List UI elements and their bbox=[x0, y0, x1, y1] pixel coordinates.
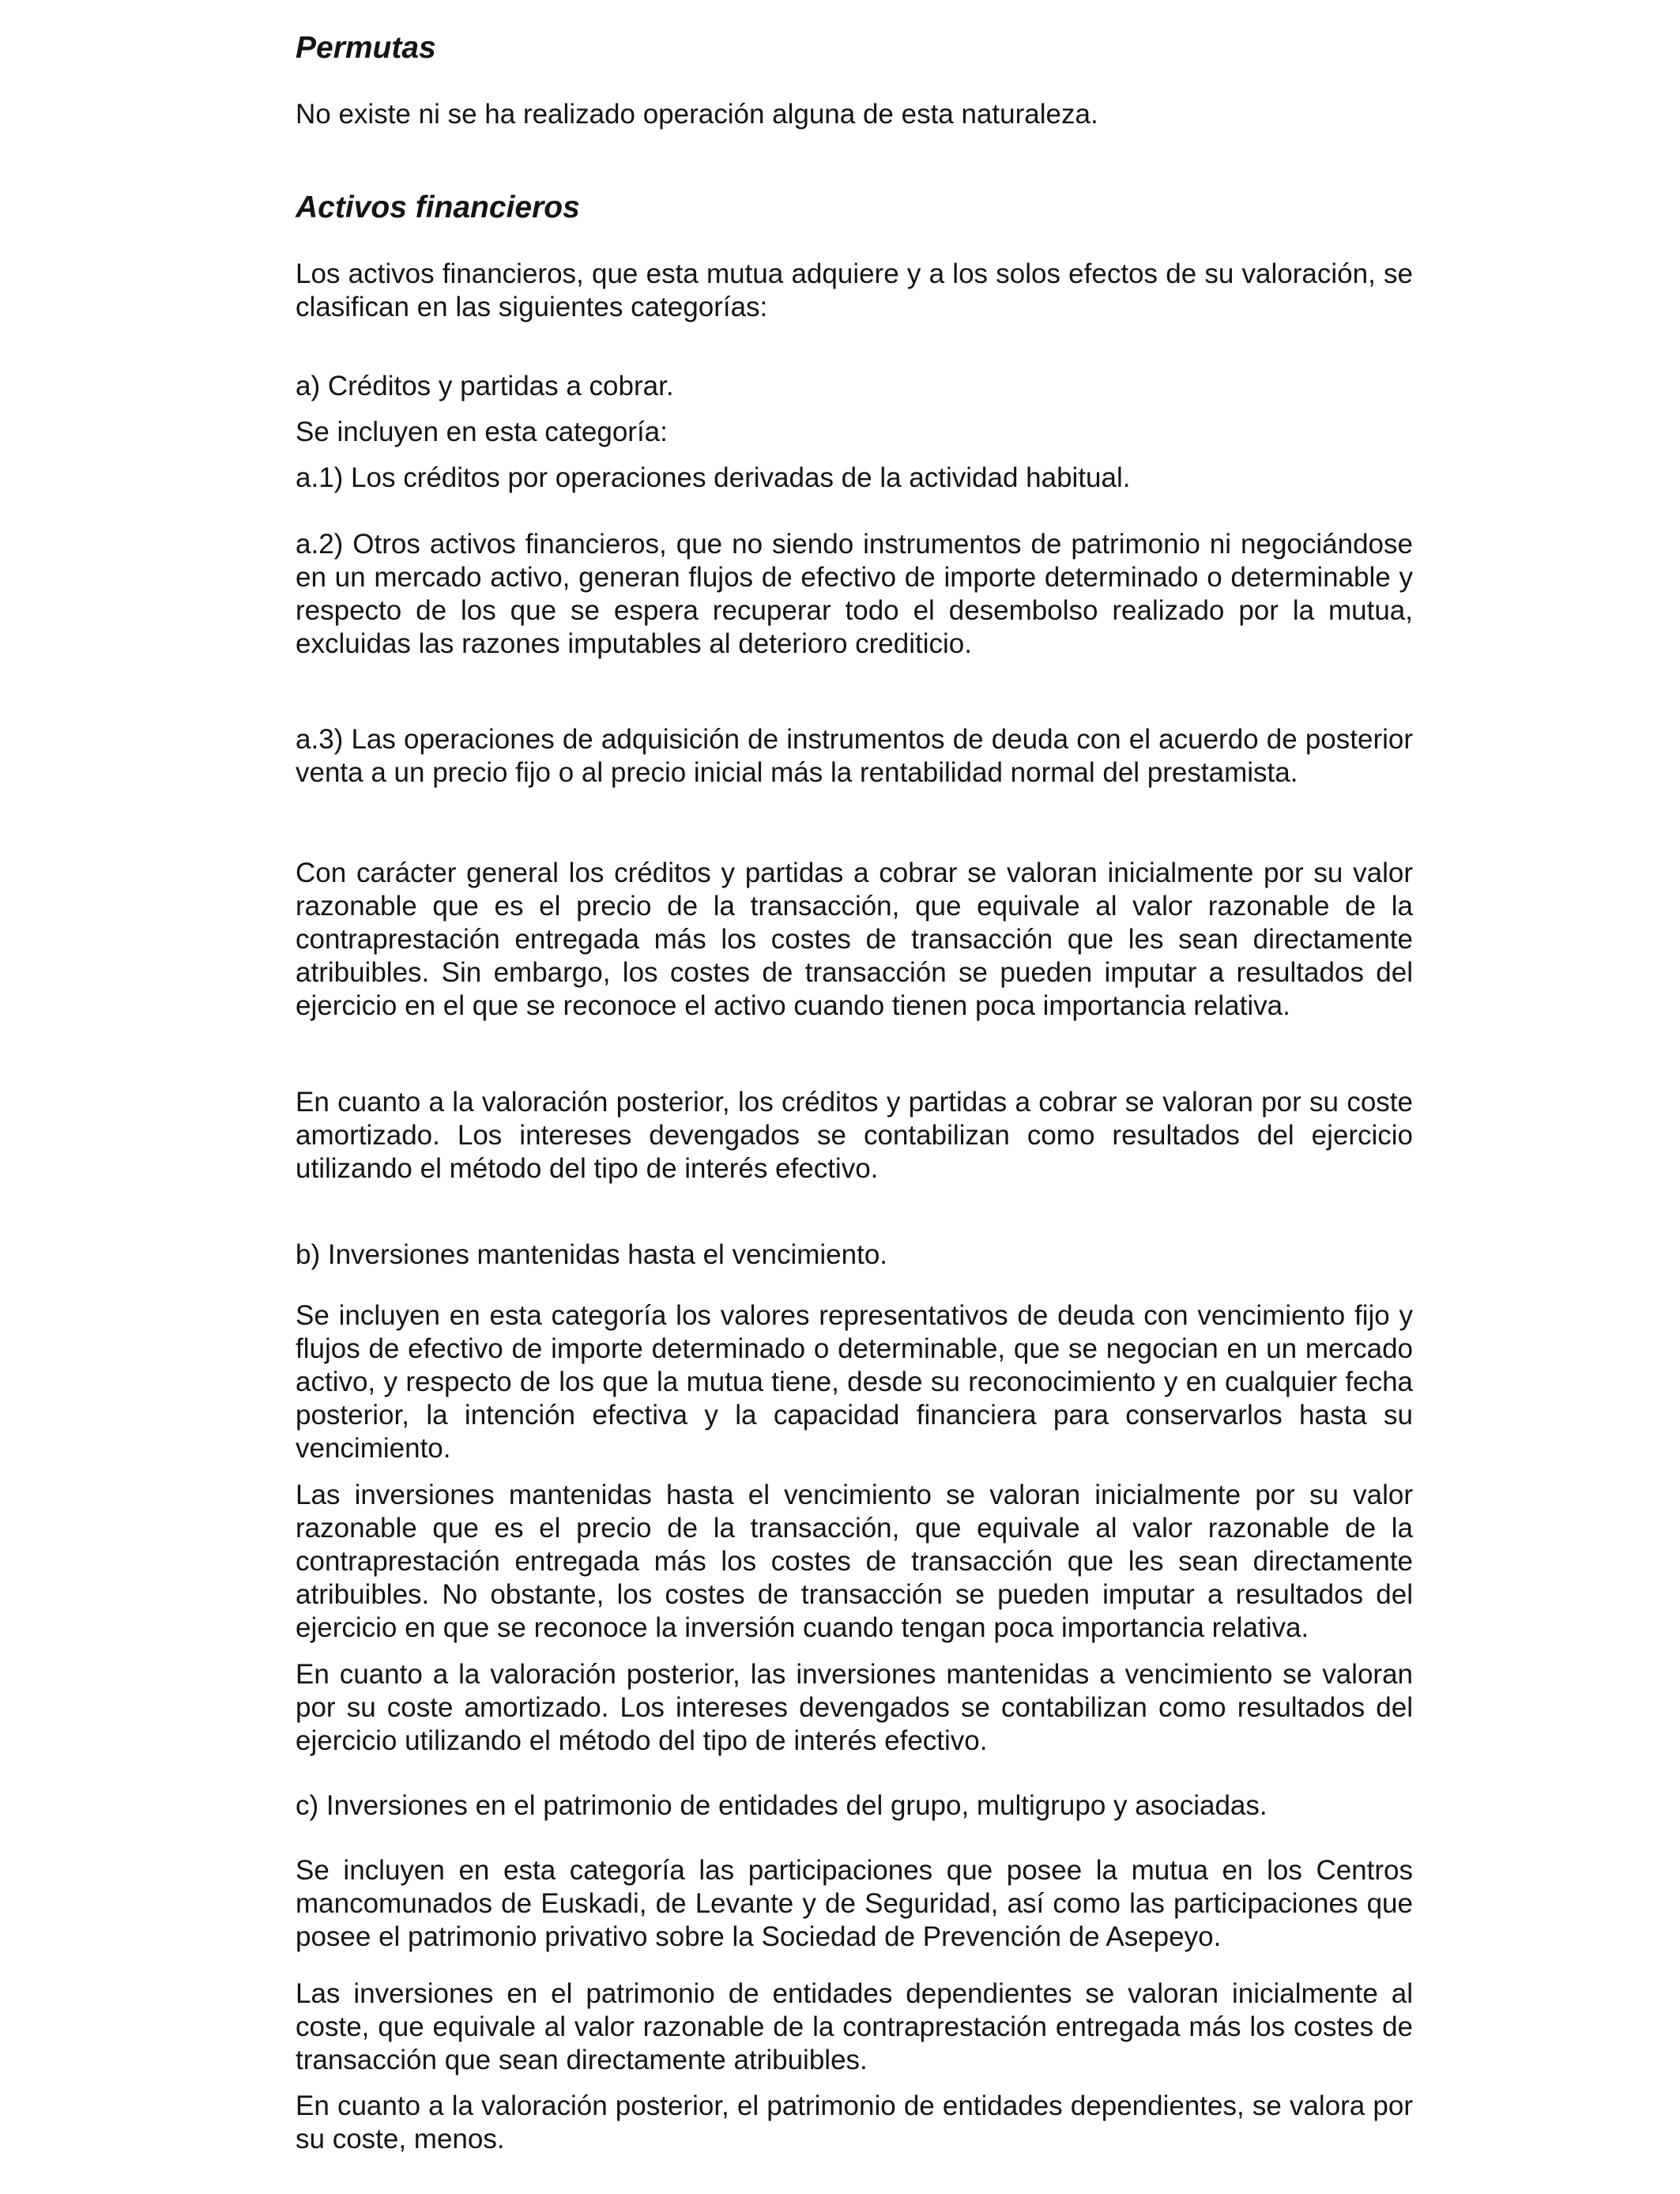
category-c-title: c) Inversiones en el patrimonio de entidades del grupo, multigrupo y asociadas. bbox=[296, 1790, 1268, 1821]
category-a3-item: a.3) Las operaciones de adquisición de instrumentos de deuda con el acuerdo de posterior venta a un precio fijo o al precio inicial más la rentabilidad normal del prestamista. bbox=[296, 724, 1413, 788]
category-b-valuation-paragraph: Las inversiones mantenidas hasta el vencimiento se valoran inicialmente por su valor razonable que es el precio de la transacción, que equivale al valor razonable de la contraprestación entregada más los costes de transacción que les sean directamente atribuibles. No obstante, los costes de transacción se pueden imputar a resultados del ejercicio en que se reconoce la inversión cuando tengan poca importancia relativa. bbox=[296, 1480, 1413, 1643]
activos-intro-paragraph: Los activos financieros, que esta mutua adquiere y a los solos efectos de su valoración, se clasifican en las siguientes categorías: bbox=[296, 258, 1413, 322]
category-c-valuation-paragraph: Las inversiones en el patrimonio de entidades dependientes se valoran inicialmente al coste, que equivale al valor razonable de la contraprestación entregada más los costes de transacción que sean directamente atribuibles. bbox=[296, 1978, 1413, 2075]
category-a-lead: Se incluyen en esta categoría: bbox=[296, 417, 668, 447]
section-heading-activos-financieros: Activos financieros bbox=[296, 190, 580, 224]
category-a-valuation-paragraph: Con carácter general los créditos y partidas a cobrar se valoran inicialmente por su valor razonable que es el precio de la transacción, que equivale al valor razonable de la contraprestación entregada más los costes de transacción que les sean directamente atribuibles. Sin embargo, los costes de transacción se pueden imputar a resultados del ejercicio en el que se reconoce el activo cuando tienen poca importancia relativa. bbox=[296, 858, 1413, 1021]
category-b-subsequent-paragraph: En cuanto a la valoración posterior, las inversiones mantenidas a vencimiento se valoran por su coste amortizado. Los intereses devengados se contabilizan como resultados del ejercicio utilizando el método del tipo de interés efectivo. bbox=[296, 1659, 1413, 1756]
category-b-scope-paragraph: Se incluyen en esta categoría los valores representativos de deuda con vencimiento fijo y flujos de efectivo de importe determinado o determinable, que se negocian en un mercado activo, y respecto de los que la mutua tiene, desde su reconocimiento y en cualquier fecha posterior, la intención efectiva y la capacidad financiera para conservarlos hasta su vencimiento. bbox=[296, 1300, 1413, 1464]
category-c-scope-paragraph: Se incluyen en esta categoría las participaciones que posee la mutua en los Centros mancomunados de Euskadi, de Levante y de Seguridad, así como las participaciones que posee el patrimonio privativo sobre la Sociedad de Prevención de Asepeyo. bbox=[296, 1855, 1413, 1952]
section-heading-permutas: Permutas bbox=[296, 31, 436, 65]
category-a-subsequent-paragraph: En cuanto a la valoración posterior, los créditos y partidas a cobrar se valoran por su coste amortizado. Los intereses devengados se contabilizan como resultados del ejercicio utilizando el método del tipo de interés efectivo. bbox=[296, 1087, 1413, 1184]
category-a-title: a) Créditos y partidas a cobrar. bbox=[296, 371, 674, 401]
category-a2-item: a.2) Otros activos financieros, que no siendo instrumentos de patrimonio ni negociándose en un mercado activo, generan flujos de efectivo de importe determinado o determinable y respecto de los que se espera recuperar todo el desembolso realizado por la mutua, excluidas las razones imputables al deterioro crediticio. bbox=[296, 529, 1413, 659]
category-a1-item: a.1) Los créditos por operaciones derivadas de la actividad habitual. bbox=[296, 462, 1131, 493]
category-c-subsequent-paragraph: En cuanto a la valoración posterior, el patrimonio de entidades dependientes, se valora por su coste, menos. bbox=[296, 2090, 1413, 2154]
permutas-paragraph: No existe ni se ha realizado operación alguna de esta naturaleza. bbox=[296, 99, 1098, 130]
category-b-title: b) Inversiones mantenidas hasta el vencimiento. bbox=[296, 1239, 888, 1270]
